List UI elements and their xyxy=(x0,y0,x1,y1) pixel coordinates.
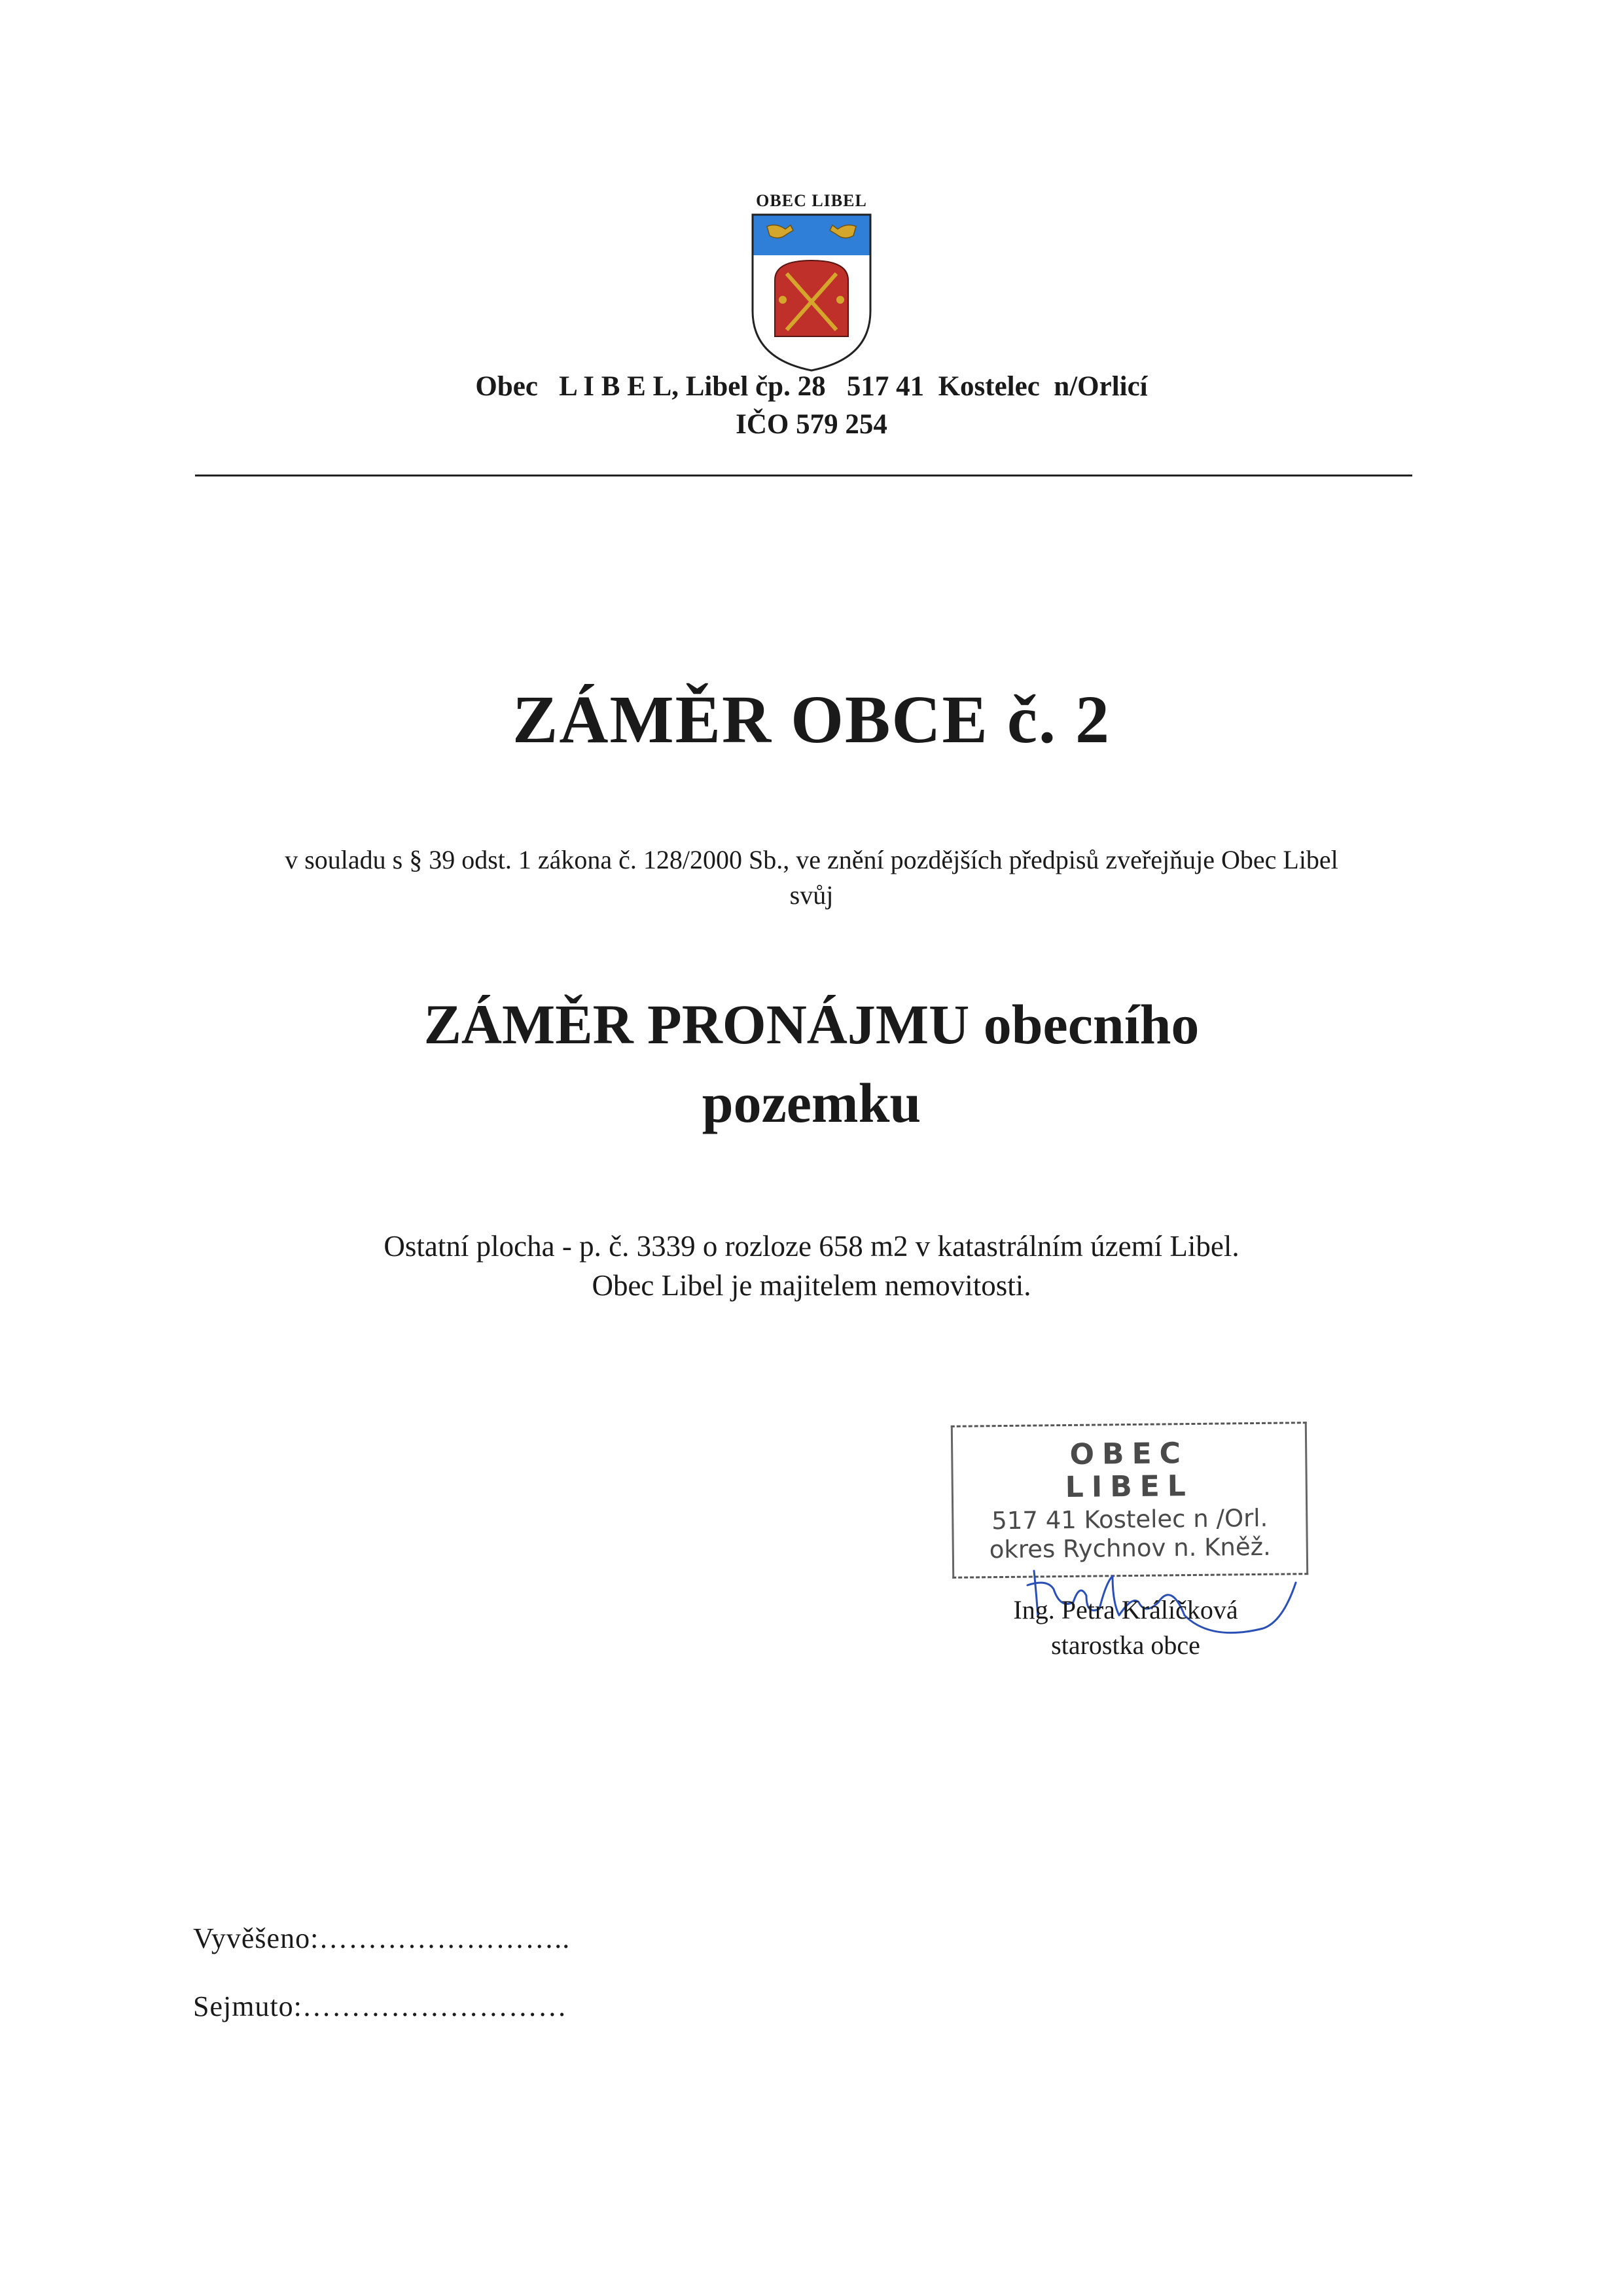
subject-heading-line2: pozemku xyxy=(702,1071,921,1134)
intro-text-line2: svůj xyxy=(789,880,834,910)
emblem-label: OBEC LIBEL xyxy=(756,191,867,210)
stamp-line2: LIBEL xyxy=(1065,1469,1194,1505)
signatory-name: Ing. Petra Králíčková xyxy=(1013,1595,1238,1624)
subject-heading-line1: ZÁMĚR PRONÁJMU obecního xyxy=(423,993,1200,1056)
signatory-role: starostka obce xyxy=(1051,1630,1200,1660)
header-postcode: 517 41 xyxy=(846,371,925,402)
coat-of-arms-icon xyxy=(746,196,877,373)
stamp-line3: 517 41 Kostelec n /Orl. xyxy=(991,1503,1268,1535)
stamp-line1: OBEC xyxy=(1069,1437,1189,1471)
header-ico: IČO 579 254 xyxy=(736,409,887,440)
header-address xyxy=(0,370,1623,403)
header-divider xyxy=(195,475,1412,476)
header-town: Kostelec n/Orlicí xyxy=(938,371,1148,402)
header-village-address: L I B E L, Libel čp. 28 xyxy=(559,371,826,402)
document-title: ZÁMĚR OBCE č. 2 xyxy=(512,682,1111,757)
property-description: Ostatní plocha - p. č. 3339 o rozloze 658 m2 v katastrálním území Libel. xyxy=(383,1230,1240,1263)
stamp-line4: okres Rychnov n. Kněž. xyxy=(989,1532,1271,1564)
ownership-note: Obec Libel je majitelem nemovitosti. xyxy=(592,1269,1031,1302)
removed-date-field: Sejmuto:……………………… xyxy=(193,1990,567,2022)
intro-text-line1: v souladu s § 39 odst. 1 zákona č. 128/2000 Sb., ve znění pozdějších předpisů zveřejňuje Obec Libel xyxy=(285,845,1338,874)
posted-date-field: Vyvěšeno:…………………….. xyxy=(193,1922,571,1954)
header-org: Obec xyxy=(475,371,538,402)
